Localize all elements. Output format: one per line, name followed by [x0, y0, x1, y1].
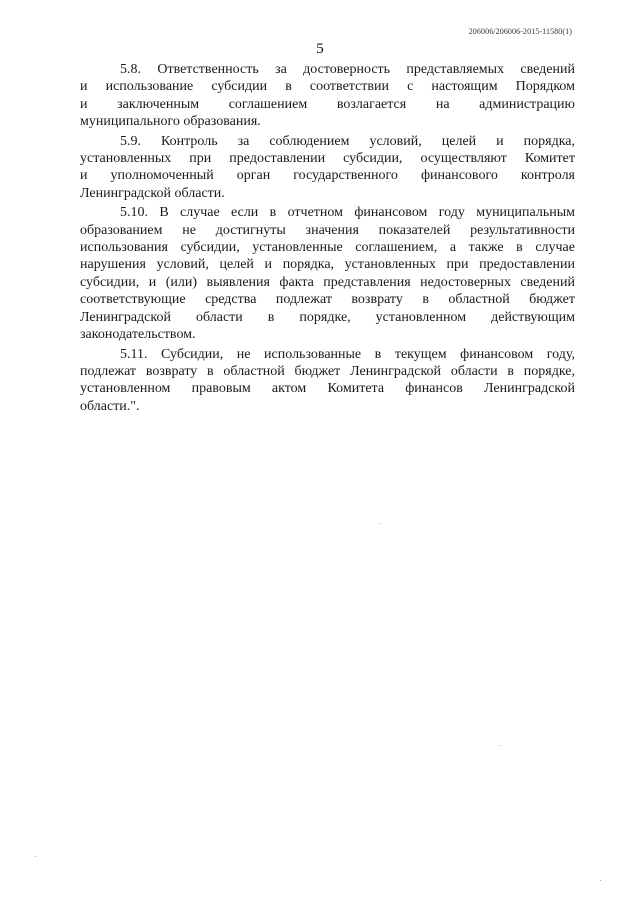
text-line: подлежат возврату в областной бюджет Ленинградской области в порядке, — [80, 363, 575, 379]
scan-speck — [35, 856, 36, 857]
text-line: и уполномоченный орган государственного финансового контроля — [80, 168, 575, 184]
text-line: субсидии, и (или) выявления факта представления недостоверных сведений — [80, 274, 575, 290]
text-line: муниципального образования. — [80, 114, 261, 130]
paragraph-5-10 — [80, 204, 575, 343]
document-id: 206006/206006-2015-11580(1) — [468, 27, 572, 36]
text-line: 5.10. В случае если в отчетном финансовом году муниципальным — [120, 205, 575, 221]
text-line: нарушения условий, целей и порядка, установленных при предоставлении — [80, 257, 575, 273]
text-line: 5.11. Субсидии, не использованные в текущем финансовом году, — [120, 346, 575, 362]
document-body — [80, 61, 575, 417]
text-line: Ленинградской области в порядке, установленном действующим — [80, 309, 575, 325]
text-line: 5.9. Контроль за соблюдением условий, целей и порядка, — [120, 133, 575, 149]
text-line: образованием не достигнуты значения показателей результативности — [80, 222, 575, 238]
text-line: и заключенным соглашением возлагается на администрацию — [80, 96, 575, 112]
text-line: области.". — [80, 398, 140, 414]
scan-speck — [380, 523, 381, 524]
text-line: Ленинградской области. — [80, 185, 225, 201]
paragraph-5-11 — [80, 346, 575, 416]
page-number: 5 — [316, 41, 324, 57]
paragraph-5-9 — [80, 133, 575, 203]
scan-speck — [600, 880, 601, 881]
text-line: установленных при предоставлении субсидии, осуществляют Комитет — [80, 151, 575, 167]
text-line: и использование субсидии в соответствии с настоящим Порядком — [80, 79, 575, 95]
text-line: законодательством. — [80, 327, 196, 343]
paragraph-5-8 — [80, 61, 575, 131]
text-line: установленном правовым актом Комитета финансов Ленинградской — [80, 381, 575, 397]
text-line: 5.8. Ответственность за достоверность представляемых сведений — [120, 62, 575, 77]
text-line: использования субсидии, установленные соглашением, а также в случае — [80, 240, 575, 256]
scan-speck — [500, 745, 501, 746]
text-line: соответствующие средства подлежат возврату в областной бюджет — [80, 292, 575, 308]
